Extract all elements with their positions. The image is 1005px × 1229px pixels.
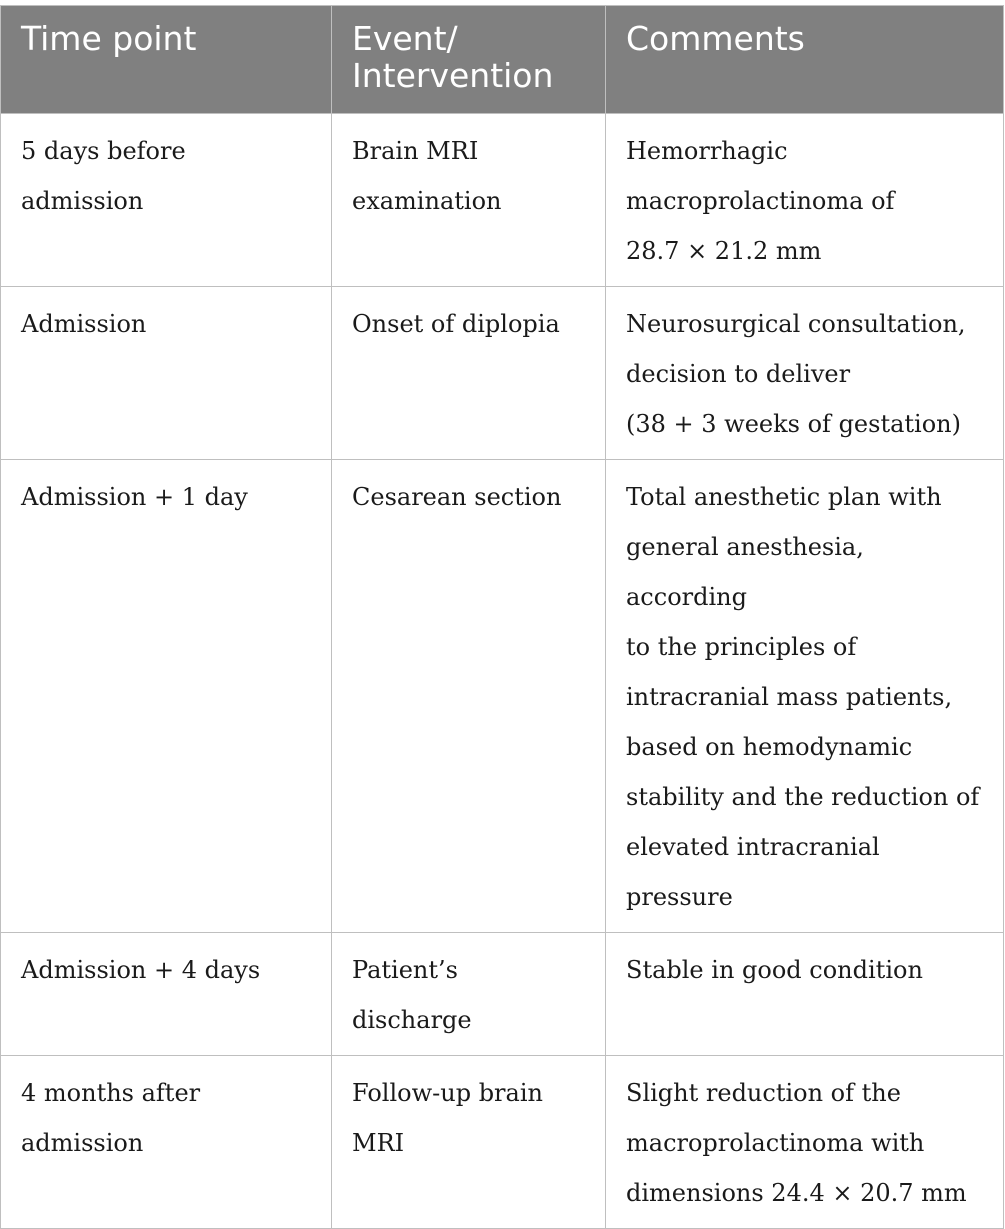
cell-time-point: Admission + 1 day bbox=[1, 460, 332, 933]
cell-time-point: 5 days before admission bbox=[1, 114, 332, 287]
cell-time-point: 4 months after admission bbox=[1, 1056, 332, 1229]
cell-time-point: Admission bbox=[1, 287, 332, 460]
header-time-point: Time point bbox=[1, 6, 332, 114]
cell-comments: Total anesthetic plan with general anesthesia, according to the principles of intracranial mass patients, based on hemodynamic stability and the reduction of elevated intracranial pressure bbox=[606, 460, 1004, 933]
header-row bbox=[1, 6, 1004, 114]
cell-event: Follow-up brain MRI bbox=[332, 1056, 606, 1229]
cell-time-point: Admission + 4 days bbox=[1, 933, 332, 1056]
header-event-intervention: Event/ Intervention bbox=[332, 6, 606, 114]
header-comments: Comments bbox=[606, 6, 1004, 114]
cell-event: Cesarean section bbox=[332, 460, 606, 933]
cell-comments: Neurosurgical consultation, decision to deliver (38 + 3 weeks of gestation) bbox=[606, 287, 1004, 460]
table-row bbox=[1, 1056, 1004, 1229]
cell-comments: Stable in good condition bbox=[606, 933, 1004, 1056]
cell-comments: Slight reduction of the macroprolactinoma with dimensions 24.4 × 20.7 mm bbox=[606, 1056, 1004, 1229]
table-row bbox=[1, 114, 1004, 287]
timeline-table bbox=[0, 5, 1004, 1229]
cell-event: Patient’s discharge bbox=[332, 933, 606, 1056]
cell-event: Onset of diplopia bbox=[332, 287, 606, 460]
cell-comments: Hemorrhagic macroprolactinoma of 28.7 × 21.2 mm bbox=[606, 114, 1004, 287]
table-body bbox=[1, 114, 1004, 1229]
table-header bbox=[1, 6, 1004, 114]
table-row bbox=[1, 933, 1004, 1056]
cell-event: Brain MRI examination bbox=[332, 114, 606, 287]
table-row bbox=[1, 287, 1004, 460]
table-row bbox=[1, 460, 1004, 933]
